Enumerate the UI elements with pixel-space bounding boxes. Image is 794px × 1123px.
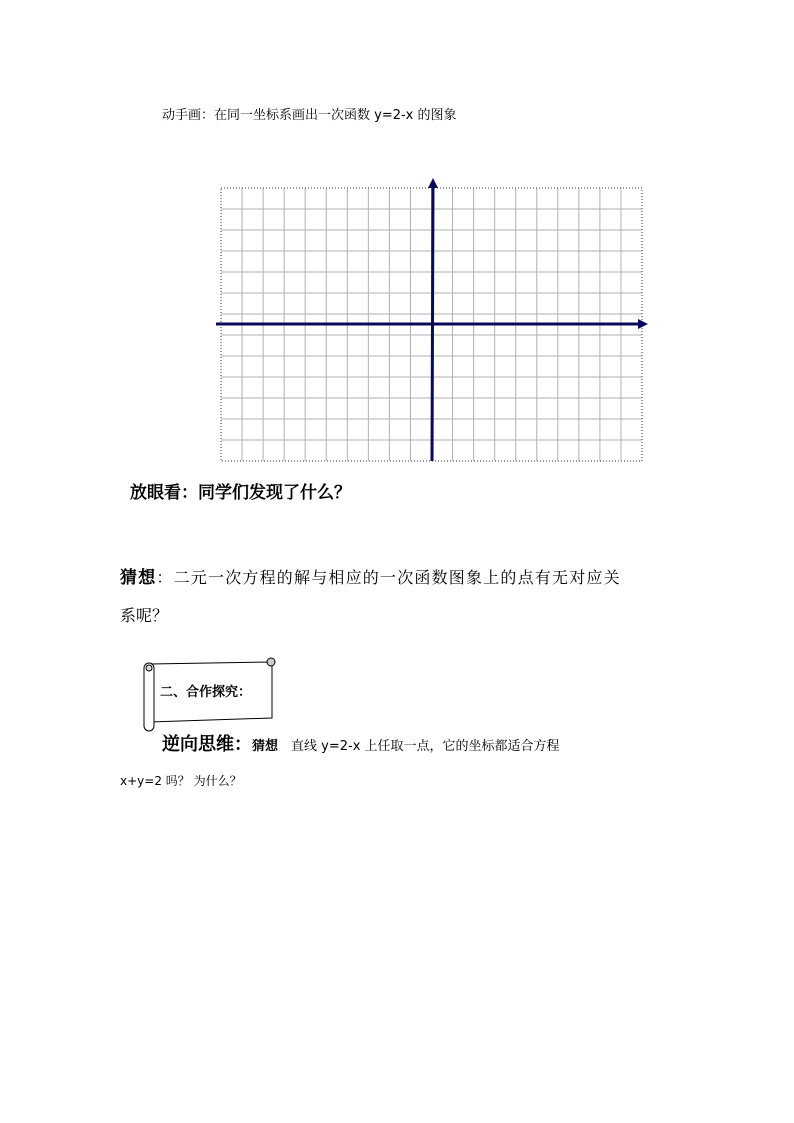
instruction-text: 动手画：在同一坐标系画出一次函数 y=2-x 的图象 (162, 108, 457, 123)
y-axis-arrow-icon (428, 178, 438, 188)
section-title: 二、合作探究： (160, 685, 252, 700)
look-label: 放眼看： (130, 483, 198, 503)
reverse-label: 逆向思维： (162, 734, 252, 755)
guess-label: 猜想 (120, 568, 157, 588)
reverse-line (162, 730, 560, 756)
reverse-text: 直线 y=2-x 上任取一点，它的坐标都适合方程 (278, 739, 560, 754)
guess-line (120, 563, 621, 588)
x-axis-arrow-icon (638, 319, 648, 329)
y-axis (432, 186, 433, 461)
guess-text: ：二元一次方程的解与相应的一次函数图象上的点有无对应关 (156, 568, 621, 587)
reverse-sublabel: 猜想 (252, 739, 279, 754)
guess-cont: 系呢？ (120, 606, 169, 625)
look-text: 同学们发现了什么？ (198, 483, 351, 503)
reverse-cont: x+y=2 吗？ 为什么？ (120, 774, 242, 788)
look-prompt (130, 478, 351, 503)
